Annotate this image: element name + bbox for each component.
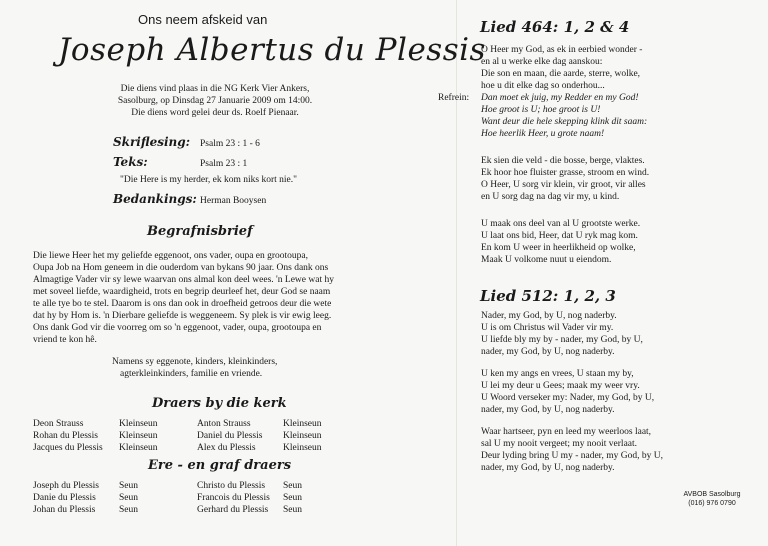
pallbearer-relation: Kleinseun bbox=[283, 431, 322, 441]
obituary-line: Almagtige Vader vir sy lewe waarvan ons almal kon deel wees. 'n Lewe wat hy bbox=[33, 275, 334, 285]
pallbearers-title: Draers by die kerk bbox=[152, 396, 287, 411]
verse-line: nader, my God, by U, nog naderby. bbox=[481, 405, 615, 415]
obituary-line: Oupa Job na Hom geneem in die ouderdom van bykans 90 jaar. Ons dank ons bbox=[33, 263, 329, 273]
funeral-home-stamp bbox=[672, 490, 752, 508]
verse-line: Nader, my God, by U, nog naderby. bbox=[481, 311, 617, 321]
verse-line: Deur lyding bring U my - nader, my God, by U, bbox=[481, 451, 663, 461]
family-bearer-name: Joseph du Plessis bbox=[33, 481, 99, 491]
scripture-quote: "Die Here is my herder, ek kom niks kort nie." bbox=[120, 175, 298, 185]
text-label: Teks: bbox=[113, 155, 148, 169]
family-bearer-relation: Seun bbox=[119, 493, 138, 503]
obituary-title: Begrafnisbrief bbox=[147, 224, 253, 239]
verse-line: Ek sien die veld - die bosse, berge, vlaktes. bbox=[481, 156, 645, 166]
signed-line: Namens sy eggenote, kinders, kleinkinders, bbox=[112, 357, 278, 367]
scripture-value: Psalm 23 : 1 - 6 bbox=[200, 139, 260, 149]
verse-line: O Heer my God, as ek in eerbied wonder - bbox=[481, 45, 643, 55]
verse-line: Die son en maan, die aarde, sterre, wolke, bbox=[481, 69, 641, 79]
service-line: Die diens word gelei deur ds. Roelf Pienaar. bbox=[131, 108, 299, 118]
song1-verse1 bbox=[481, 44, 642, 92]
service-line: Sasolburg, op Dinsdag 27 Januarie 2009 om 14:00. bbox=[117, 96, 313, 106]
family-bearer-relation: Seun bbox=[283, 481, 302, 491]
verse-line: hoe u dit elke dag so onderhou... bbox=[481, 81, 605, 91]
refrain bbox=[481, 92, 647, 140]
verse-line: U lei my deur u Gees; maak my weer vry. bbox=[481, 381, 640, 391]
pallbearer-relation: Kleinseun bbox=[119, 443, 158, 453]
song2-title: Lied 512: 1, 2, 3 bbox=[480, 287, 616, 305]
family-bearer-name: Gerhard du Plessis bbox=[197, 505, 269, 515]
text-value: Psalm 23 : 1 bbox=[200, 159, 248, 169]
verse-line: U laat ons bid, Heer, dat U ryk mag kom. bbox=[481, 231, 638, 241]
refrain-label: Refrein: bbox=[438, 93, 470, 103]
refrain-line: Want deur die hele skepping klink dit saam: bbox=[481, 117, 648, 127]
family-bearer-relation: Seun bbox=[283, 505, 302, 515]
verse-line: Ek hoor hoe fluister grasse, stroom en wind. bbox=[481, 168, 650, 178]
family-bearers-title: Ere - en graf draers bbox=[148, 458, 292, 473]
pallbearer-name: Deon Strauss bbox=[33, 419, 84, 429]
fold-line bbox=[456, 0, 457, 546]
pallbearer-relation: Kleinseun bbox=[119, 431, 158, 441]
obituary-line: Ons dank God vir die voorreg om so 'n eggenoot, vader, oupa, grootoupa en bbox=[33, 323, 322, 333]
verse-line: U liefde bly my by - nader, my God, by U, bbox=[481, 335, 643, 345]
refrain-line: Dan moet ek juig, my Redder en my God! bbox=[481, 93, 639, 103]
verse-line: O Heer, U sorg vir klein, vir groot, vir alles bbox=[481, 180, 646, 190]
family-bearer-name: Johan du Plessis bbox=[33, 505, 96, 515]
pallbearer-name: Jacques du Plessis bbox=[33, 443, 103, 453]
pallbearer-name: Rohan du Plessis bbox=[33, 431, 98, 441]
obituary-line: vriend te kon hê. bbox=[33, 335, 97, 345]
verse-line: nader, my God, by U, nog naderby. bbox=[481, 463, 615, 473]
song1-title: Lied 464: 1, 2 & 4 bbox=[480, 18, 630, 36]
refrain-line: Hoe heerlik Heer, u grote naam! bbox=[481, 129, 605, 139]
song2-verse2 bbox=[481, 368, 654, 416]
family-bearers-table bbox=[33, 480, 343, 516]
stamp-line: AVBOB Sasolburg bbox=[683, 491, 741, 498]
verse-line: U is om Christus wil Vader vir my. bbox=[481, 323, 614, 333]
stamp-line: (016) 976 0790 bbox=[688, 500, 736, 507]
deceased-name: Joseph Albertus du Plessis bbox=[58, 32, 486, 68]
pallbearers-table bbox=[33, 418, 343, 454]
family-bearer-relation: Seun bbox=[283, 493, 302, 503]
service-details bbox=[80, 83, 350, 119]
verse-line: U ken my angs en vrees, U staan my by, bbox=[481, 369, 634, 379]
obituary-line: Die liewe Heer het my geliefde eggenoot, ons vader, oupa en grootoupa, bbox=[33, 251, 309, 261]
obituary-line: met soveel liefde, waardigheid, trots en begrip deurleef het, deur God se naam bbox=[33, 287, 331, 297]
refrain-line: Hoe groot is U; hoe groot is U! bbox=[481, 105, 601, 115]
service-line: Die diens vind plaas in die NG Kerk Vier Ankers, bbox=[120, 84, 310, 94]
family-bearer-name: Christo du Plessis bbox=[197, 481, 266, 491]
verse-line: Waar hartseer, pyn en leed my weerloos laat, bbox=[481, 427, 652, 437]
pallbearer-relation: Kleinseun bbox=[119, 419, 158, 429]
verse-line: En kom U weer in heerlikheid op wolke, bbox=[481, 243, 636, 253]
family-bearer-name: Francois du Plessis bbox=[197, 493, 270, 503]
scripture-label: Skriflesing: bbox=[113, 135, 191, 149]
verse-line: Maak U volkome nuut u eiendom. bbox=[481, 255, 612, 265]
verse-line: U maak ons deel van al U grootste werke. bbox=[481, 219, 641, 229]
song2-verse3 bbox=[481, 426, 663, 474]
obituary-line: te alle tye bo te stel. Daarom is ons dan ook in droefheid getroos deur die wete bbox=[33, 299, 332, 309]
verse-line: nader, my God, by U, nog naderby. bbox=[481, 347, 615, 357]
song2-verse1 bbox=[481, 310, 643, 358]
lead-text: Ons neem afskeid van bbox=[138, 12, 268, 27]
pallbearer-name: Alex du Plessis bbox=[197, 443, 256, 453]
verse-line: en al u werke elke dag aanskou: bbox=[481, 57, 603, 67]
verse-line: sal U my nooit vergeet; my nooit verlaat. bbox=[481, 439, 638, 449]
family-bearer-name: Danie du Plessis bbox=[33, 493, 96, 503]
pallbearer-name: Anton Strauss bbox=[197, 419, 251, 429]
thanks-label: Bedankings: bbox=[113, 192, 197, 206]
pallbearer-name: Daniel du Plessis bbox=[197, 431, 263, 441]
pallbearer-relation: Kleinseun bbox=[283, 443, 322, 453]
thanks-value: Herman Booysen bbox=[200, 196, 267, 206]
verse-line: en U sorg dag na dag vir my, u kind. bbox=[481, 192, 620, 202]
song1-verse2 bbox=[481, 155, 649, 203]
family-bearer-relation: Seun bbox=[119, 505, 138, 515]
obituary-line: dat hy by Hom is. 'n Dierbare geliefde is weggeneem. Sy plek is vir ewig leeg. bbox=[33, 311, 332, 321]
family-bearer-relation: Seun bbox=[119, 481, 138, 491]
song1-verse3 bbox=[481, 218, 640, 266]
pallbearer-relation: Kleinseun bbox=[283, 419, 322, 429]
verse-line: U Woord verseker my: Nader, my God, by U, bbox=[481, 393, 655, 403]
signed-line: agterkleinkinders, familie en vriende. bbox=[120, 369, 263, 379]
